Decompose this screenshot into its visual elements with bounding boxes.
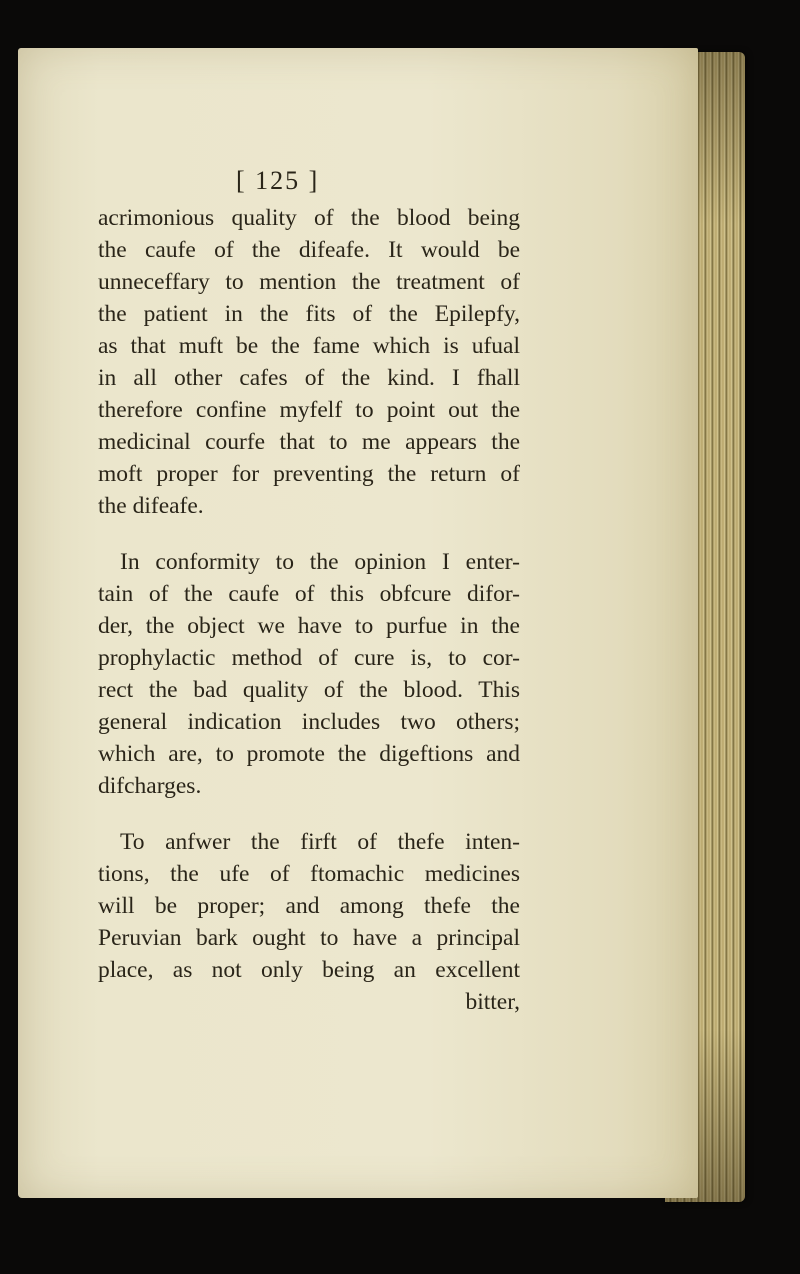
text-line: as that muft be the fame which is ufual (98, 333, 520, 359)
text-line: rect the bad quality of the blood. This (98, 677, 520, 703)
text-line: moft proper for preventing the return of (98, 461, 520, 487)
text-line: tions, the ufe of ftomachic medicines (98, 861, 520, 887)
text-line: therefore confine myfelf to point out the (98, 397, 520, 423)
paragraph-2 (98, 546, 520, 802)
text-line: prophylactic method of cure is, to cor- (98, 645, 520, 671)
text-line: unneceffary to mention the treatment of (98, 269, 520, 295)
text-line: In conformity to the opinion I enter- (120, 549, 520, 575)
paragraph-3 (98, 826, 520, 1018)
text-line: Peruvian bark ought to have a principal (98, 925, 520, 951)
text-line: which are, to promote the digeftions and (98, 741, 520, 767)
text-line: will be proper; and among thefe the (98, 893, 520, 919)
text-line: the difeafe. (98, 493, 204, 519)
page-text (98, 160, 520, 1042)
text-line: difcharges. (98, 773, 202, 799)
text-line: der, the object we have to purfue in the (98, 613, 520, 639)
text-line: in all other cafes of the kind. I fhall (98, 365, 520, 391)
text-line: the patient in the fits of the Epilepfy, (98, 301, 520, 327)
catchword: bitter, (465, 989, 520, 1015)
page-number: [ 125 ] (236, 166, 320, 195)
text-line: tain of the caufe of this obfcure difor- (98, 581, 520, 607)
text-line: acrimonious quality of the blood being (98, 205, 520, 231)
text-line: general indication includes two others; (98, 709, 520, 735)
text-line: To anfwer the firft of thefe inten- (120, 829, 520, 855)
text-line: the caufe of the difeafe. It would be (98, 237, 520, 263)
text-line: medicinal courfe that to me appears the (98, 429, 520, 455)
paragraph-1 (98, 202, 520, 522)
text-line: place, as not only being an excellent (98, 957, 520, 983)
